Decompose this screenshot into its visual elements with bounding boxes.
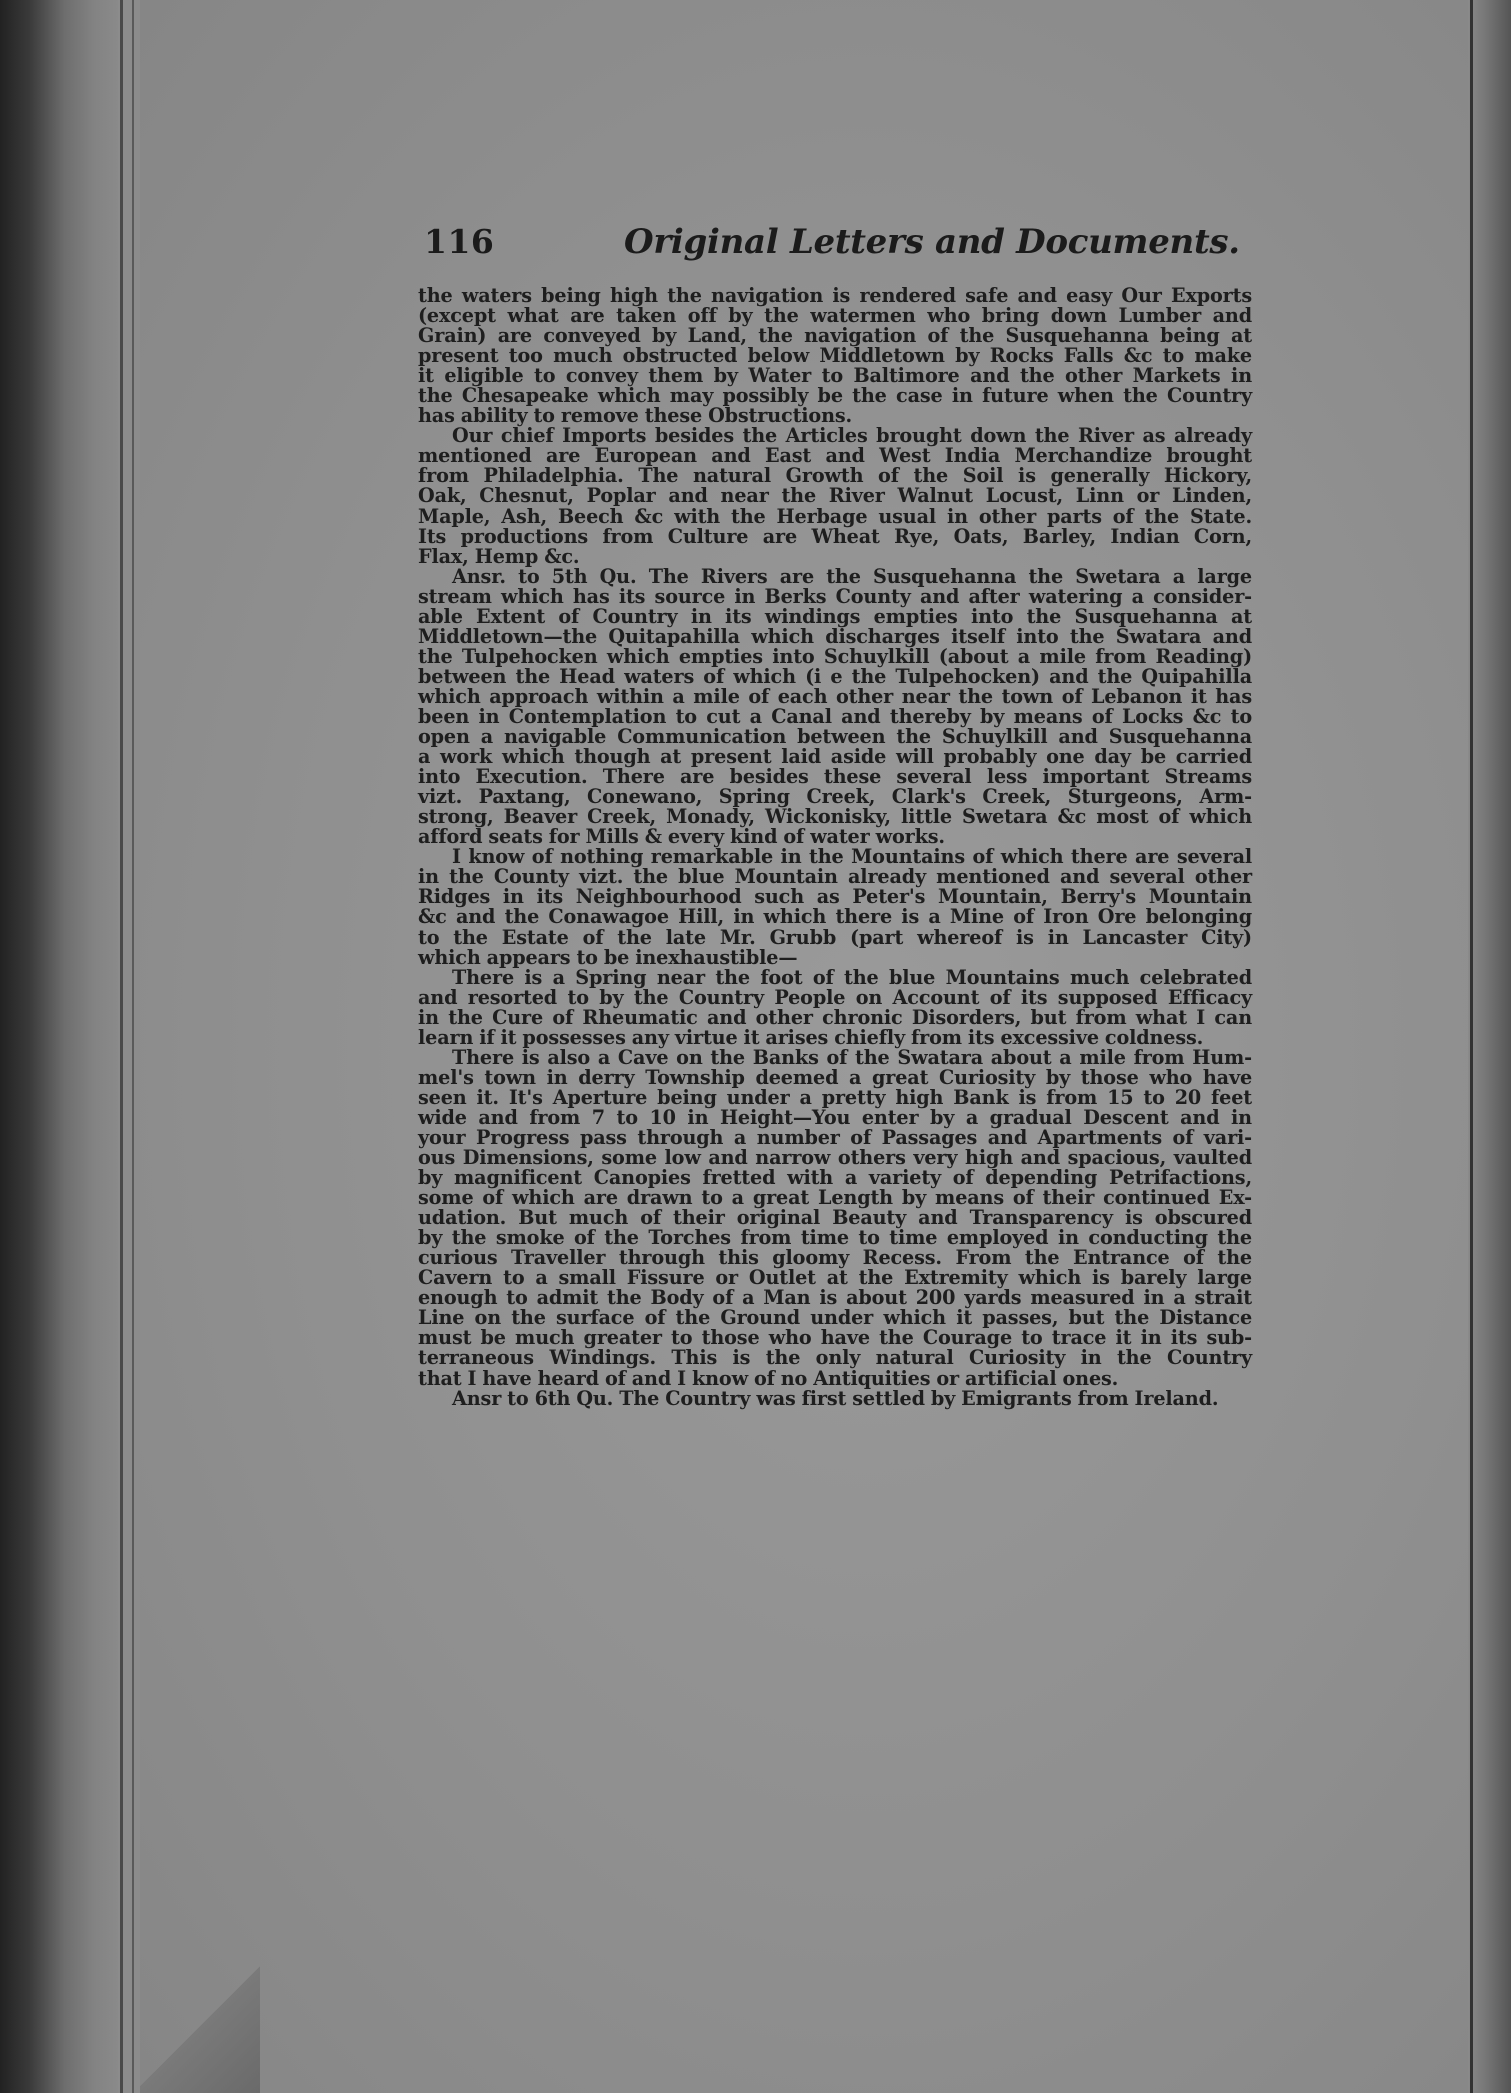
text-line: Ansr. to 5th Qu. The Rivers are the Susquehanna the Swetara a large	[452, 564, 1252, 588]
text-line: &c and the Conawagoe Hill, in which there is a Mine of Iron Ore belonging	[418, 905, 1252, 929]
text-line: ous Dimensions, some low and narrow others very high and spacious, vaulted	[418, 1146, 1252, 1170]
running-head: Original Letters and Documents.	[624, 222, 1240, 262]
text-line: to the Estate of the late Mr. Grubb (part whereof is in Lancaster City)	[418, 925, 1252, 949]
text-line: in the Cure of Rheumatic and other chronic Disorders, but from what I can	[418, 1005, 1252, 1029]
text-line: stream which has its source in Berks County and after watering a consider-	[418, 584, 1252, 608]
paragraph	[418, 847, 1252, 967]
paragraph	[418, 426, 1252, 566]
text-line: seen it. It's Aperture being under a pretty high Bank is from 15 to 20 feet	[418, 1085, 1252, 1109]
text-line: vizt. Paxtang, Conewano, Spring Creek, Clark's Creek, Sturgeons, Arm-	[418, 785, 1252, 809]
paragraph	[418, 965, 1252, 1049]
text-line: Ridges in its Neighbourhood such as Peter's Mountain, Berry's Mountain	[418, 885, 1252, 909]
text-line: mel's town in derry Township deemed a great Curiosity by those who have	[418, 1065, 1252, 1089]
text-line: your Progress pass through a number of Passages and Apartments of vari-	[418, 1125, 1252, 1149]
text-line: between the Head waters of which (i e the Tulpehocken) and the Quipahilla	[418, 664, 1252, 688]
text-line: curious Traveller through this gloomy Recess. From the Entrance of the	[418, 1246, 1252, 1270]
text-line: into Execution. There are besides these several less important Streams	[418, 765, 1252, 789]
text-line: by the smoke of the Torches from time to time employed in conducting the	[418, 1226, 1252, 1250]
text-line: udation. But much of their original Beauty and Transparency is obscured	[418, 1206, 1252, 1230]
text-line: and resorted to by the Country People on Account of its supposed Efficacy	[418, 985, 1252, 1009]
text-line: the waters being high the navigation is rendered safe and easy Our Exports	[418, 284, 1252, 307]
page-number: 116	[424, 222, 495, 261]
text-line: learn if it possesses any virtue it arises chiefly from its excessive coldness.	[418, 1025, 1204, 1049]
text-line: Flax, Hemp &c.	[418, 544, 580, 568]
text-line: which appears to be inexhaustible—	[418, 945, 798, 969]
page-right-rule	[1470, 0, 1473, 2093]
book-binding-shadow	[0, 0, 118, 2093]
text-line: (except what are taken off by the watermen who bring down Lumber and	[418, 304, 1252, 328]
text-line: Our chief Imports besides the Articles brought down the River as already	[452, 424, 1252, 448]
paragraph	[418, 1045, 1252, 1390]
page-right-edge	[1468, 0, 1511, 2093]
text-line: it eligible to convey them by Water to Baltimore and the other Markets in	[418, 364, 1252, 388]
text-line: Line on the surface of the Ground under which it passes, but the Distance	[418, 1306, 1252, 1330]
text-line: wide and from 7 to 10 in Height—You enter by a gradual Descent and in	[418, 1105, 1252, 1129]
text-line: has ability to remove these Obstructions.	[418, 404, 853, 428]
text-line: a work which though at present laid aside will probably one day be carried	[418, 745, 1252, 769]
text-line: open a navigable Communication between the Schuylkill and Susquehanna	[418, 725, 1252, 749]
text-line: Oak, Chesnut, Poplar and near the River Walnut Locust, Linn or Linden,	[418, 484, 1252, 508]
binding-edge-line	[132, 0, 134, 2093]
text-line: Cavern to a small Fissure or Outlet at the Extremity which is barely large	[418, 1266, 1252, 1290]
paragraph	[418, 564, 1252, 849]
page-header	[424, 220, 1254, 266]
text-line: present too much obstructed below Middletown by Rocks Falls &c to make	[418, 344, 1252, 368]
text-line: able Extent of Country in its windings empties into the Susquehanna at	[418, 604, 1252, 628]
text-line: in the County vizt. the blue Mountain already mentioned and several other	[418, 865, 1252, 889]
binding-edge-line	[120, 0, 123, 2093]
text-line: some of which are drawn to a great Length by means of their continued Ex-	[418, 1186, 1252, 1210]
text-line: There is also a Cave on the Banks of the Swatara about a mile from Hum-	[452, 1045, 1252, 1069]
paragraph	[418, 1386, 1252, 1410]
text-line: I know of nothing remarkable in the Mountains of which there are several	[452, 845, 1252, 869]
text-line: strong, Beaver Creek, Monady, Wickonisky, little Swetara &c most of which	[418, 805, 1252, 829]
text-line: that I have heard of and I know of no Antiquities or artificial ones.	[418, 1366, 1119, 1390]
text-line: from Philadelphia. The natural Growth of the Soil is generally Hickory,	[418, 464, 1252, 488]
text-line: by magnificent Canopies fretted with a variety of depending Petrifactions,	[418, 1166, 1252, 1190]
text-line: There is a Spring near the foot of the blue Mountains much celebrated	[452, 965, 1252, 989]
body-text	[418, 286, 1252, 1409]
text-line: Grain) are conveyed by Land, the navigation of the Susquehanna being at	[418, 324, 1252, 348]
text-line: Ansr to 6th Qu. The Country was first settled by Emigrants from Ireland.	[452, 1386, 1219, 1410]
text-line: which approach within a mile of each other near the town of Lebanon it has	[418, 684, 1252, 708]
page-corner-wear	[140, 1960, 260, 2093]
paragraph	[418, 286, 1252, 426]
text-line: enough to admit the Body of a Man is about 200 yards measured in a strait	[418, 1286, 1252, 1310]
text-line: been in Contemplation to cut a Canal and thereby by means of Locks &c to	[418, 704, 1252, 728]
text-line: Maple, Ash, Beech &c with the Herbage usual in other parts of the State.	[418, 504, 1252, 528]
text-line: the Tulpehocken which empties into Schuylkill (about a mile from Reading)	[418, 644, 1252, 668]
text-line: terraneous Windings. This is the only natural Curiosity in the Country	[418, 1346, 1252, 1370]
text-line: Its productions from Culture are Wheat Rye, Oats, Barley, Indian Corn,	[418, 524, 1252, 548]
text-line: afford seats for Mills & every kind of water works.	[418, 825, 945, 849]
text-line: Middletown—the Quitapahilla which discharges itself into the Swatara and	[418, 624, 1252, 648]
text-line: the Chesapeake which may possibly be the case in future when the Country	[418, 384, 1252, 408]
text-line: mentioned are European and East and West India Merchandize brought	[418, 444, 1252, 468]
text-line: must be much greater to those who have the Courage to trace it in its sub-	[418, 1326, 1252, 1350]
